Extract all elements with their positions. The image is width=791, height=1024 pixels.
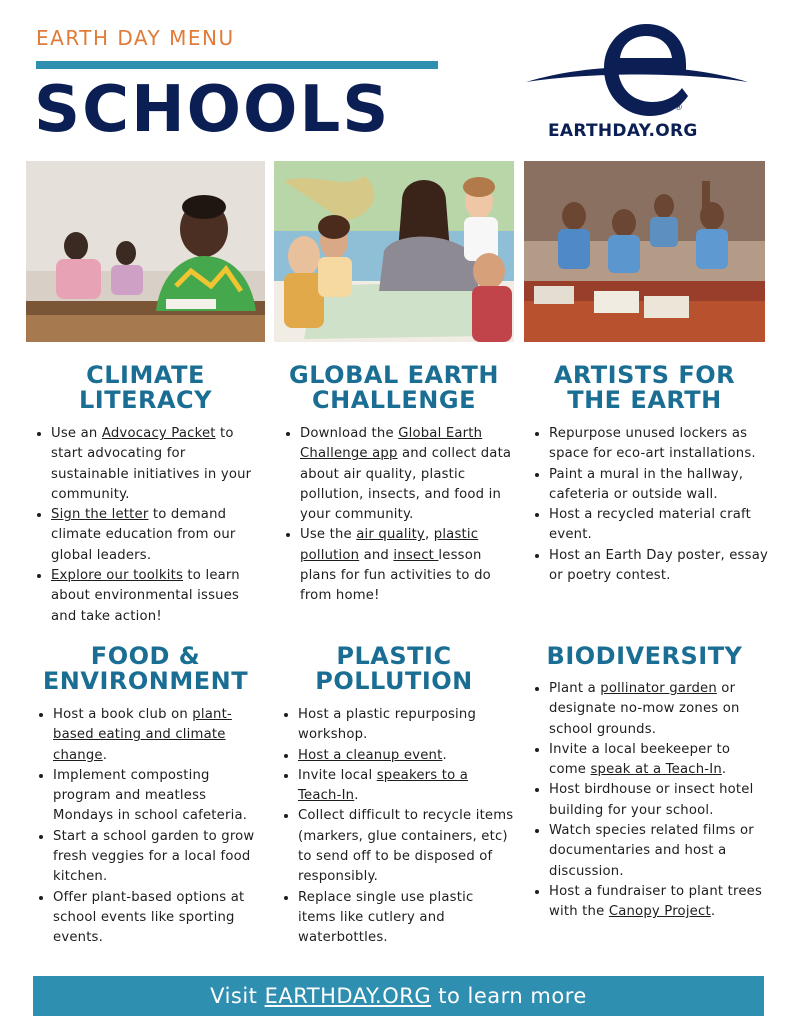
eyebrow-divider [36, 61, 438, 69]
inline-link[interactable]: Host a cleanup event [298, 747, 443, 763]
list-biodiversity [530, 679, 771, 923]
footer-text-before: Visit [210, 984, 265, 1008]
item-text: Offer plant-based options at school events like sporting events. [53, 889, 245, 946]
inline-link[interactable]: plant-based eating and climate change [53, 707, 232, 763]
item-text: lesson plans for fun activities to do from home! [300, 547, 491, 604]
list-item [298, 766, 515, 807]
item-text: . [442, 747, 447, 763]
list-plastic-pollution [279, 705, 515, 949]
item-text: Use the [300, 527, 357, 543]
item-text: . [102, 747, 108, 763]
list-item [53, 766, 265, 827]
item-text: , [424, 527, 434, 543]
item-text: Host an Earth Day poster, essay or poetry contest. [549, 547, 768, 584]
footer-link[interactable]: EARTHDAY.ORG [264, 984, 432, 1008]
logo-text[interactable]: EARTHDAY.ORG [548, 121, 698, 141]
list-item [300, 525, 515, 606]
inline-link[interactable]: Advocacy Packet [101, 426, 216, 441]
item-text: and [359, 547, 394, 563]
list-item [298, 705, 515, 746]
list-item [549, 679, 771, 740]
item-text: or designate no-mow zones on school grounds. [549, 681, 740, 737]
inline-link[interactable]: air quality [356, 527, 425, 543]
item-text: Download the [300, 426, 399, 441]
inline-link[interactable]: Canopy Project [608, 904, 711, 920]
item-text: to start advocating for sustainable initiatives in your community. [51, 426, 252, 502]
inline-link[interactable]: pollinator garden [600, 681, 717, 696]
item-text: to demand climate education from our global leaders. [51, 507, 236, 563]
item-text: Repurpose unused lockers as space for eco-art installations. [549, 426, 756, 462]
list-item [549, 505, 771, 546]
list-item [298, 888, 515, 949]
heading-climate-literacy: CLIMATE LITERACY [78, 361, 213, 414]
list-global-earth-challenge [281, 424, 515, 607]
item-text: Use an [51, 426, 102, 441]
list-item [300, 424, 515, 525]
item-text: . [721, 762, 727, 778]
list-item [51, 505, 265, 566]
inline-link[interactable]: Global Earth Challenge app [300, 426, 483, 462]
list-item [549, 546, 771, 587]
item-text: Watch species related films or documentaries and host a discussion. [549, 823, 754, 879]
page-title: SCHOOLS [34, 73, 391, 147]
item-text: Start a school garden to grow fresh veggies for a local food kitchen. [53, 828, 255, 885]
inline-link[interactable]: speakers to a Teach-In [298, 767, 469, 804]
list-item [549, 740, 771, 781]
item-text: . [710, 904, 716, 920]
item-text: Invite local [298, 767, 377, 783]
item-text: Host a book club on [53, 707, 193, 722]
item-text: Implement composting program and meatless Mondays in school cafeteria. [53, 767, 248, 824]
list-artists-for-the-earth [530, 424, 771, 586]
list-climate-literacy [32, 424, 265, 627]
list-item [549, 780, 771, 821]
heading-global-earth-challenge: GLOBAL EARTH CHALLENGE [289, 361, 499, 414]
inline-link[interactable]: Explore our toolkits [51, 568, 184, 584]
heading-food-environment: FOOD & ENVIRONMENT [42, 642, 249, 695]
heading-biodiversity: BIODIVERSITY [546, 642, 743, 670]
eyebrow-title: EARTH DAY MENU [36, 26, 235, 50]
inline-link[interactable]: Sign the letter [51, 507, 149, 523]
inline-link[interactable]: insect [393, 547, 439, 563]
item-text: Host a recycled material craft event. [549, 507, 751, 543]
item-text: . [354, 788, 359, 804]
item-text: Invite a local beekeeper to come [549, 741, 731, 778]
classroom-girl-photo [26, 161, 265, 342]
list-item [298, 806, 515, 887]
item-text: Host a plastic repurposing workshop. [298, 707, 477, 743]
list-item [549, 882, 771, 923]
item-text: to learn about environmental issues and take action! [51, 568, 240, 624]
list-item [53, 705, 265, 766]
list-item [549, 821, 771, 882]
inline-link[interactable]: plastic pollution [300, 527, 479, 563]
footer-banner [33, 976, 764, 1016]
list-item [53, 888, 265, 949]
logo-registered-mark: ® [674, 103, 683, 113]
list-item [549, 424, 771, 465]
heading-artists-for-the-earth: ARTISTS FOR THE EARTH [553, 361, 736, 414]
list-item [51, 424, 265, 505]
item-text: Plant a [549, 681, 601, 696]
list-food-environment [34, 705, 265, 949]
item-text: Paint a mural in the hallway, cafeteria or outside wall. [549, 466, 744, 502]
item-text: Collect difficult to recycle items (markers, glue containers, etc) to send off to be disposed of responsibly. [298, 808, 514, 885]
heading-plastic-pollution: PLASTIC POLLUTION [315, 642, 473, 695]
inline-link[interactable]: speak at a Teach-In [590, 762, 722, 778]
list-item [298, 746, 515, 766]
item-text: Host birdhouse or insect hotel building for your school. [549, 782, 754, 818]
students-floor-classroom-photo [524, 161, 765, 342]
footer-text-after: to learn more [431, 984, 587, 1008]
item-text: Replace single use plastic items like cutlery and waterbottles. [298, 889, 474, 946]
list-item [53, 827, 265, 888]
item-text: and collect data about air quality, plastic pollution, insects, and food in your community. [300, 446, 512, 523]
list-item [549, 465, 771, 506]
teacher-students-map-photo [274, 161, 514, 342]
item-text: Host a fundraiser to plant trees with the [549, 883, 763, 920]
list-item [51, 566, 265, 627]
